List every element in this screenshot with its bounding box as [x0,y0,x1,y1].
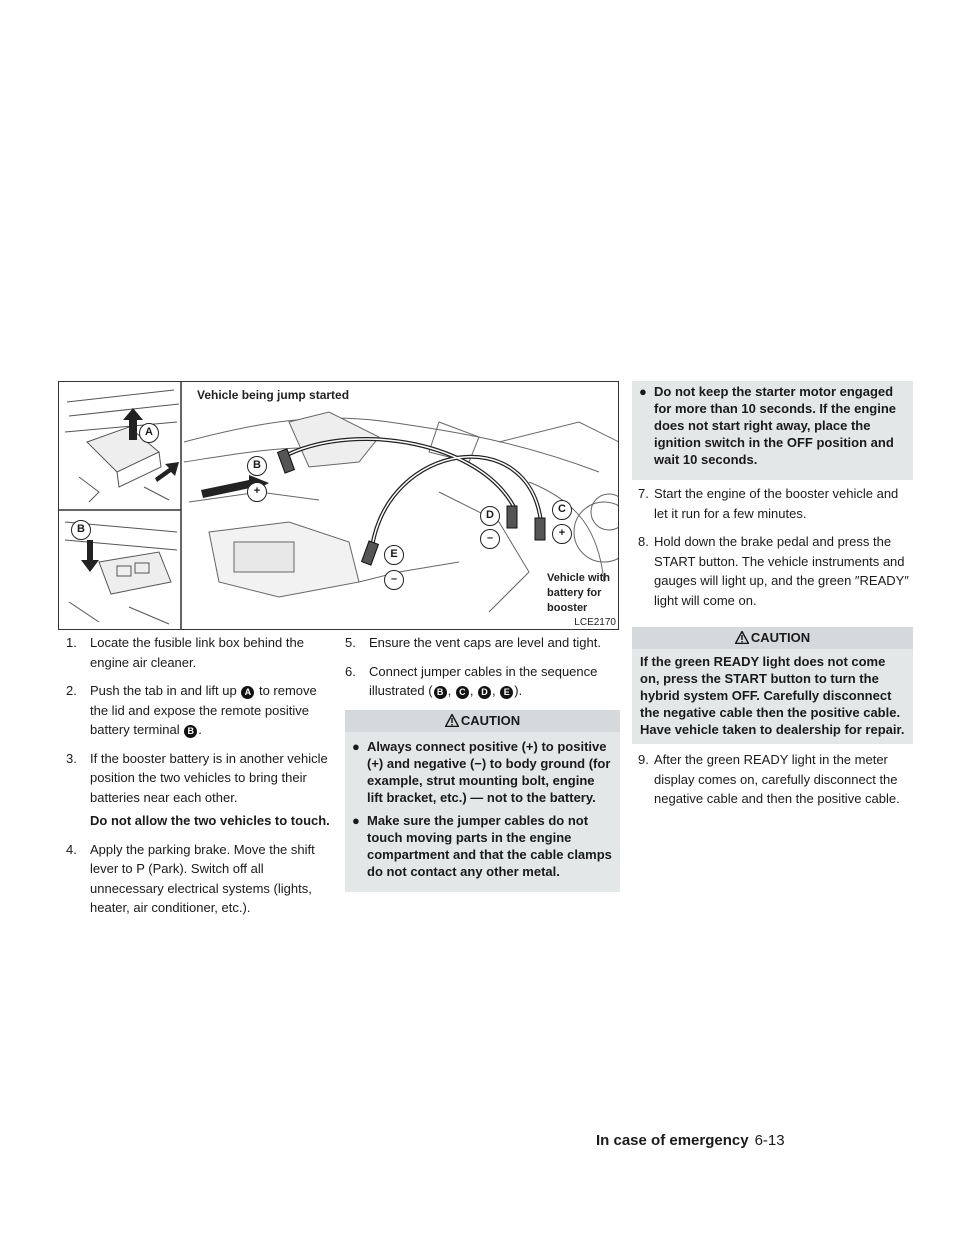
step-text: Locate the fusible link box behind the engine air cleaner. [90,635,304,670]
callout-a: A [139,423,159,443]
step-number: 3. [66,750,77,766]
ref-a-icon: A [241,686,254,699]
step-text: . [198,722,202,737]
engine-bay-drawing [59,382,619,630]
ref-b-icon: B [184,725,197,738]
warning-triangle-icon [735,629,749,651]
step-number: 2. [66,683,77,698]
ref-d-icon: D [478,686,491,699]
step-7 [632,484,913,523]
caution-box: If the green READY light does not come on, press the START button to turn the hybrid system OFF. Carefully disconnect the negative cable then the positive cable. Have vehicle taken to dealership for repair. [632,649,913,744]
sign-plus-b: + [247,482,267,502]
booster-label-line: booster [547,602,588,614]
column-left [58,633,333,927]
bullet-icon: ● [352,738,360,754]
caution-bullet [639,383,906,468]
caution-heading-text: CAUTION [460,712,521,728]
step-number: 1. [66,635,77,650]
step-number: 5. [345,635,356,650]
caution-bullet [352,812,613,880]
ref-b-icon: B [434,686,447,699]
callout-d: D [480,506,500,526]
step-text: After the green READY light in the meter display comes on, carefully disconnect the negative cable and then the positive cable. [654,752,900,806]
jump-start-illustration [58,381,619,630]
caution-bullet-text: Do not keep the starter motor engaged for more than 10 seconds. If the engine does not start right away, place the ignition switch in the OFF position and wait 10 seconds. [654,384,896,467]
step-4 [58,840,333,918]
booster-label-line: battery for [547,587,602,599]
step-2 [58,681,333,740]
section-title: In case of emergency [596,1132,749,1149]
caution-bullet [352,738,613,806]
step-text: Ensure the vent caps are level and tight. [369,635,601,650]
step-6: 6. Connect jumper cables in the sequence illustrated ( B , C , D , E ). [345,663,598,698]
sign-minus-e: – [384,570,404,590]
callout-b-inset: B [71,520,91,540]
step-number: 6. [345,663,356,679]
figure-code: LCE2170 [574,617,616,628]
step-5 [345,633,620,653]
caution-box-continued [632,381,913,480]
step-text: Start the engine of the booster vehicle and let it run for a few minutes. [654,486,899,521]
step-text: Connect jumper cables in the sequence illustrated ( [369,663,598,698]
step-3-note: Do not allow the two vehicles to touch. [90,813,330,828]
caution-bullet-text: Make sure the jumper cables do not touch moving parts in the engine compartment and that the cable clamps do not contact any other metal. [367,812,612,879]
sign-minus-d: – [480,529,500,549]
callout-e: E [384,545,404,565]
caution-bullet-text: Always connect positive (+) to positive (+) and negative (−) to body ground (for example, strut mounting bolt, engine lift bracket, etc.) — not to the battery. [367,738,611,805]
callout-c: C [552,500,572,520]
figure-title: Vehicle being jump started [197,388,350,402]
ref-c-icon: C [456,686,469,699]
booster-label-line: Vehicle with [547,572,610,584]
step-number: 8. [638,534,649,549]
callout-b: B [247,456,267,476]
step-text: to remove the lid and expose the remote positive battery terminal [90,683,317,737]
booster-vehicle-label [547,571,617,616]
caution-heading-text: CAUTION [750,630,811,645]
step-text: Hold down the brake pedal and press the START button. The vehicle instruments and gauges will light up, and the green ″READY″ light will come on. [654,534,909,608]
step-9 [632,750,913,809]
bullet-icon: ● [639,384,647,399]
bullet-icon: ● [352,812,360,828]
caution-box [345,732,620,892]
step-number: 4. [66,841,77,857]
step-number: 9. [638,752,649,767]
warning-triangle-icon [445,712,459,734]
step-number: 7. [638,486,649,501]
ref-e-icon: E [500,686,513,699]
page-number: 6-13 [754,1132,785,1149]
step-text: If the booster battery is in another vehicle position the two vehicles to bring their batteries near each other. [90,750,328,805]
column-right [632,381,913,818]
step-1 [58,633,333,672]
column-middle [345,633,620,892]
page-footer [596,1132,785,1149]
step-text: Apply the parking brake. Move the shift lever to P (Park). Switch off all unnecessary electrical systems (lights, heater, air conditioner, etc.). [90,841,315,915]
sign-plus-c: + [552,524,572,544]
step-text: ). [514,683,523,698]
caution-heading [632,627,913,649]
step-3 [58,749,333,808]
step-8 [632,532,913,610]
step-text: Push the tab in and lift up [90,683,237,698]
caution-heading [345,710,620,732]
